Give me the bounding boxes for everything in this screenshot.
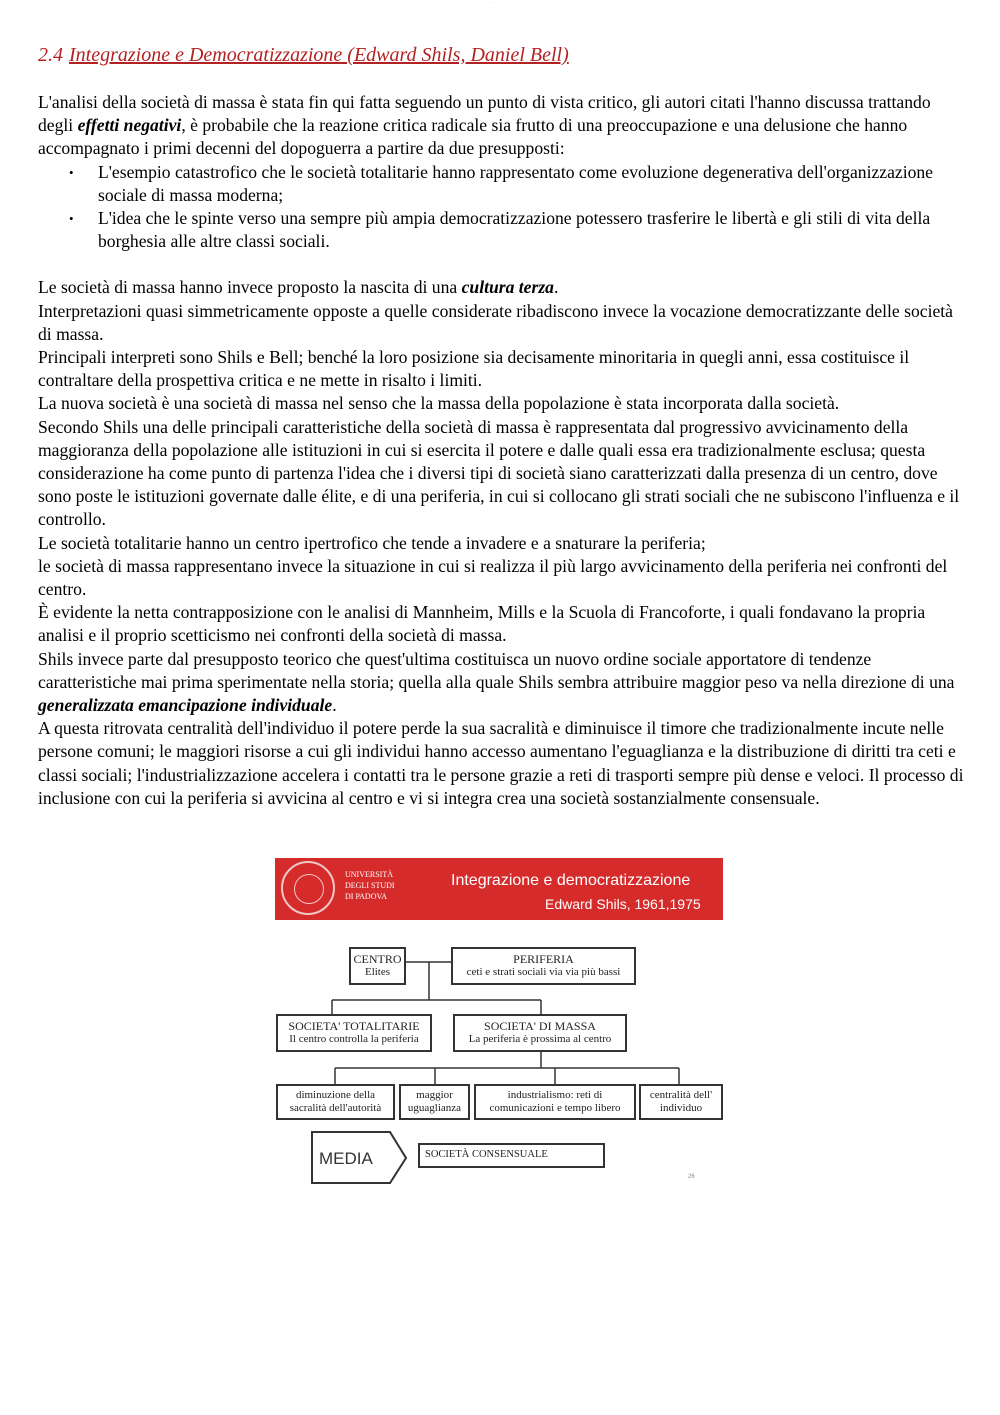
- emphasis-text: generalizzata emancipazione individuale: [38, 695, 333, 716]
- box-sublabel: comunicazioni e tempo libero: [489, 1102, 621, 1114]
- paragraph: Interpretazioni quasi simmetricamente opposte a quelle considerate ribadiscono invece la vocazione democratizzante delle società di massa.: [38, 300, 953, 344]
- box-centro: [349, 947, 406, 985]
- text-run: Shils invece parte dal presupposto teorico che quest'ultima costituisca un nuovo ordine sociale apportatore di tendenze caratteristiche mai prima sperimentate nella storia; quella alla quale Shils sembra attribuire maggior peso va nella direzione di una: [38, 648, 955, 692]
- emphasis-text: effetti negativi: [77, 115, 182, 136]
- box-societa-consensuale: SOCIETÀ CONSENSUALE: [418, 1143, 605, 1168]
- header-mark: ......: [488, 0, 494, 4]
- box-label: CENTRO: [353, 952, 402, 966]
- text-run: .: [332, 695, 337, 716]
- section-title-text: Integrazione e Democratizzazione (Edward Shils, Daniel Bell): [69, 44, 569, 66]
- box-label: maggior: [416, 1089, 453, 1101]
- box-sublabel: Elites: [364, 966, 391, 978]
- box-label: diminuzione della: [295, 1089, 376, 1101]
- box-sublabel: La periferia è prossima al centro: [468, 1033, 612, 1045]
- bullet-list: [38, 161, 968, 254]
- box-label: centralità dell': [649, 1089, 713, 1101]
- paragraph: A questa ritrovata centralità dell'individuo il potere perde la sua sacralità e diminuisce il timore che tradizionalmente incute nelle persone comuni; le maggiori risorse a cui gli individui hanno accesso aumentano l'eguaglianza e la distribuzione di diritti tra ceti e classi sociali; l'industrializzazione accelera i contatti tra le persone grazie a reti di trasporti sempre più dense e veloci. Il processo di inclusione con cui la periferia si avvicina al centro e vi si integra crea una società sostanzialmente consensuale.: [38, 718, 964, 808]
- box-label: SOCIETA' TOTALITARIE: [288, 1019, 420, 1033]
- box-label: PERIFERIA: [513, 952, 574, 966]
- box-sublabel: individuo: [659, 1102, 703, 1114]
- media-label: MEDIA: [319, 1149, 373, 1168]
- box-effect-industrialismo: [474, 1084, 636, 1120]
- text-run: Le società di massa hanno invece proposto la nascita di una: [38, 277, 462, 298]
- text-run: , è probabile che la reazione critica radicale sia frutto di una preoccupazione e una delusione che hanno accompagnato i primi decenni del dopoguerra a partire da due presupposti:: [38, 115, 908, 159]
- box-label: SOCIETA' DI MASSA: [484, 1019, 596, 1033]
- paragraph: Secondo Shils una delle principali caratteristiche della società di massa è rappresentata dal progressivo avvicinamento della maggioranza della popolazione alle istituzioni in cui si esercita il potere e dalle quali essa era tradizionalmente esclusa; questa considerazione ha come punto di partenza l'idea che i diversi tipi di società siano caratterizzati dalla presenza di un centro, dove sono poste le istituzioni governate dalle élite, e di una periferia, in cui si collocano gli strati sociali che ne subiscono l'influenza e il controllo.: [38, 416, 960, 530]
- text-run: .: [553, 277, 559, 298]
- section-title: [38, 44, 569, 67]
- box-periferia: [451, 947, 636, 985]
- list-item: • L'idea che le spinte verso una sempre più ampia democratizzazione potessero trasferire le libertà e gli stili di vita della borghesia alle altre classi sociali.: [98, 207, 968, 253]
- paragraph: [38, 648, 968, 718]
- lecture-slide-image: [275, 858, 725, 1188]
- box-effect-uguaglianza: [399, 1084, 470, 1120]
- paragraph: Le società totalitarie hanno un centro ipertrofico che tende a invadere e a snaturare la periferia;: [38, 532, 706, 553]
- box-sublabel: sacralità dell'autorità: [289, 1102, 382, 1114]
- paragraph-intro: [38, 91, 968, 161]
- box-label: industrialismo: reti di: [507, 1089, 603, 1101]
- box-sublabel: Il centro controlla la periferia: [289, 1033, 419, 1045]
- paragraph: Principali interpreti sono Shils e Bell; benché la loro posizione sia decisamente minoritaria in quegli anni, essa costituisce il contraltare della prospettiva critica e ne mette in risalto i limiti.: [38, 347, 910, 391]
- box-effect-sacralita: [276, 1084, 395, 1120]
- university-line: DI PADOVA: [345, 892, 388, 901]
- section-number: 2.4: [38, 44, 63, 66]
- paragraph: È evidente la netta contrapposizione con le analisi di Mannheim, Mills e la Scuola di Francoforte, i quali fondavano la propria analisi e il proprio scetticismo nei confronti della società di massa.: [38, 602, 926, 646]
- paragraph: le società di massa rappresentano invece la situazione in cui si realizza il più largo avvicinamento della periferia nei confronti del centro.: [38, 555, 948, 600]
- box-effect-individuo: [639, 1084, 723, 1120]
- paragraph: La nuova società è una società di massa nel senso che la massa della popolazione è stata incorporata dalla società.: [38, 393, 840, 414]
- paragraph: [38, 276, 968, 299]
- box-societa-totalitarie: [276, 1014, 432, 1052]
- box-sublabel: ceti e strati sociali via via più bassi: [466, 966, 621, 978]
- slide-subtitle: Edward Shils, 1961,1975: [545, 896, 701, 912]
- box-societa-di-massa: [453, 1014, 627, 1052]
- slide-title: Integrazione e democratizzazione: [451, 872, 691, 889]
- emphasis-text: cultura terza: [461, 277, 554, 298]
- university-line: UNIVERSITÀ: [345, 870, 393, 879]
- slide-page-number: 26: [688, 1174, 695, 1180]
- list-item: • L'esempio catastrofico che le società totalitarie hanno rappresentato come evoluzione degenerativa dell'organizzazione sociale di massa moderna;: [98, 161, 968, 207]
- box-sublabel: uguaglianza: [407, 1102, 462, 1114]
- text-run: L'analisi della società di massa è stata fin qui fatta seguendo un punto di vista critico, gli autori citati l'hanno discussa trattando degli: [38, 92, 931, 136]
- body-text: [38, 91, 968, 810]
- university-line: DEGLI STUDI: [345, 881, 395, 890]
